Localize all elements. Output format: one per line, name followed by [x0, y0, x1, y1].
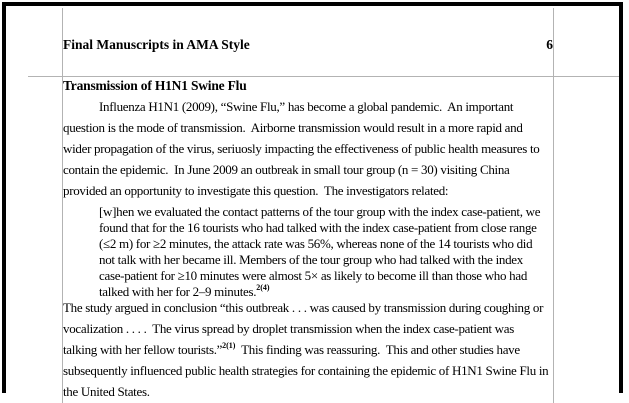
text-segment: This finding was reassuring. This and other studies have — [235, 342, 520, 357]
text-line: contain the epidemic. In June 2009 an outbreak in small tour group (n = 30) visiting China — [63, 162, 510, 177]
text-line: The study argued in conclusion “this outbreak . . . was caused by transmission during coughing or — [63, 300, 544, 315]
block-quotation — [99, 204, 540, 300]
text-line: the United States. — [63, 384, 150, 399]
text-line — [63, 339, 548, 360]
paragraph-conclusion — [63, 297, 548, 402]
citation-superscript: 2(1) — [222, 340, 236, 350]
text-line: found that for the 16 tourists who had talked with the index case-patient from close range — [99, 220, 537, 235]
text-line: not talk with her became ill. Members of the tour group who had talked with the index — [99, 252, 523, 267]
text-line: [w]hen we evaluated the contact patterns of the tour group with the index case-patient, we — [99, 204, 541, 219]
citation-superscript: 2(4) — [256, 282, 270, 292]
paragraph-intro — [63, 96, 540, 201]
section-heading: Transmission of H1N1 Swine Flu — [63, 78, 247, 93]
text-line: (≤2 m) for ≥2 minutes, the attack rate was 56%, whereas none of the 14 tourists who did — [99, 236, 533, 251]
right-margin-guide — [553, 8, 554, 403]
header-margin-guide — [28, 76, 622, 77]
text-line: provided an opportunity to investigate this question. The investigators related: — [63, 183, 449, 198]
text-line: subsequently influenced public health strategies for containing the epidemic of H1N1 Swine Flu in — [63, 363, 549, 378]
running-head — [63, 37, 553, 53]
page-number: 6 — [546, 37, 553, 52]
text-segment: talked with her for 2–9 minutes. — [99, 284, 257, 299]
running-head-title: Final Manuscripts in AMA Style — [63, 37, 250, 52]
text-segment: talking with her fellow tourists.” — [63, 342, 223, 357]
text-line: wider propagation of the virus, seriuosly impacting the effectiveness of public health measures to — [63, 141, 540, 156]
text-line: Influenza H1N1 (2009), “Swine Flu,” has become a global pandemic. An important — [99, 99, 514, 114]
text-line: vocalization . . . . The virus spread by droplet transmission when the index case-patient was — [63, 321, 514, 336]
text-line: case-patient for ≥10 minutes were almost 5× as likely to become ill than those who had — [99, 268, 528, 283]
text-line: question is the mode of transmission. Airborne transmission would result in a more rapid and — [63, 120, 523, 135]
